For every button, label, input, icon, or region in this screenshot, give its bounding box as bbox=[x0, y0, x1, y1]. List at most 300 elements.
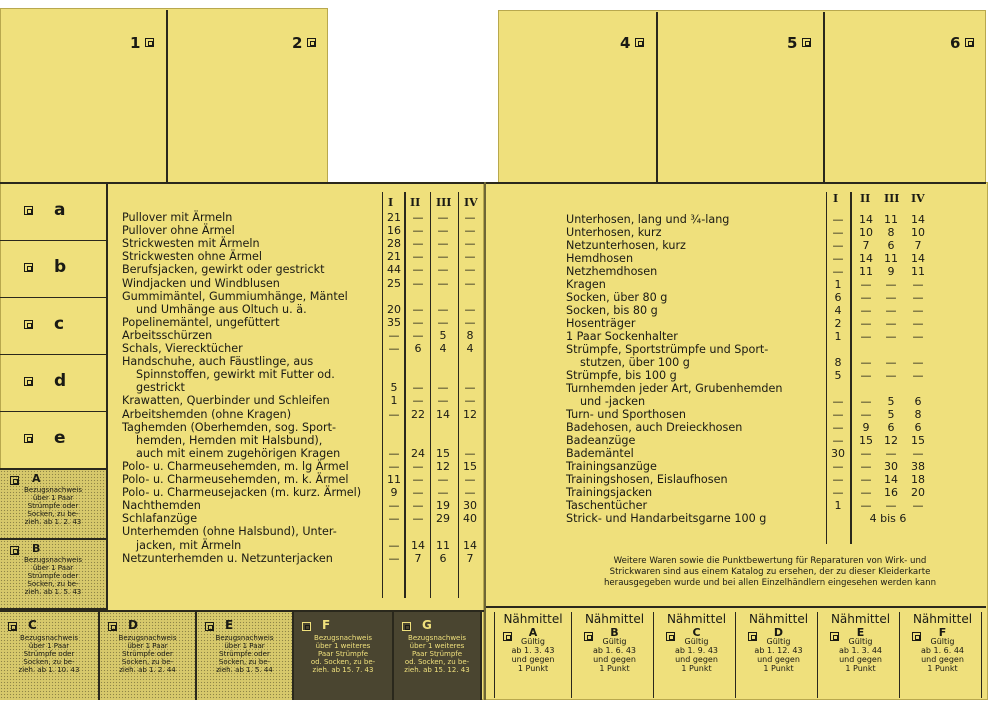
coupon-line: über 1 weiteres bbox=[315, 642, 371, 650]
points-value: — bbox=[912, 369, 924, 382]
points-value: 14 bbox=[911, 213, 925, 226]
coupon-letter: C bbox=[28, 618, 37, 632]
coupon-letter: E bbox=[856, 626, 865, 639]
points-value: — bbox=[832, 252, 844, 265]
coupon-line: zieh. ab 15. 7. 43 bbox=[312, 666, 374, 674]
points-value: 5 bbox=[887, 408, 895, 421]
points-value: — bbox=[832, 226, 844, 239]
table-row-label: Taschentücher bbox=[566, 499, 648, 512]
points-value: 22 bbox=[411, 407, 425, 421]
coupon-line: zieh. ab 1. 2. 43 bbox=[24, 518, 82, 526]
points-value: 11 bbox=[884, 213, 898, 226]
points-value: — bbox=[885, 369, 897, 382]
table-row-label: Netzunterhemden u. Netzunterjacken bbox=[122, 551, 333, 565]
coupon-title: Nähmittel bbox=[503, 612, 563, 626]
points-value: 8 bbox=[834, 356, 842, 369]
coupon-body bbox=[495, 628, 571, 673]
coupon-line: Socken, zu be- bbox=[27, 580, 79, 588]
points-value: — bbox=[464, 381, 476, 395]
coupon-text bbox=[296, 634, 390, 674]
coupon-line: Gültig bbox=[521, 637, 545, 646]
points-value: — bbox=[860, 499, 872, 512]
coupon-mark-icon bbox=[24, 377, 33, 386]
points-value: 24 bbox=[411, 446, 425, 460]
points-value: — bbox=[832, 486, 844, 499]
points-value: 30 bbox=[463, 499, 477, 513]
points-value: 14 bbox=[859, 213, 873, 226]
points-value: 19 bbox=[436, 499, 450, 513]
table-row-label: Strickwesten ohne Ärmel bbox=[122, 250, 263, 264]
coupon-mark-icon bbox=[24, 263, 33, 272]
points-value: 1 bbox=[834, 330, 842, 343]
points-value: — bbox=[437, 224, 449, 238]
points-value: — bbox=[412, 473, 424, 486]
points-value: 14 bbox=[859, 252, 873, 265]
coupon-line: zieh. ab 1. 10. 43 bbox=[18, 666, 80, 674]
table-row-label: Taghemden (Oberhemden, sog. Sport- bbox=[122, 420, 337, 434]
points-value: — bbox=[832, 239, 844, 252]
coupon-line: und gegen bbox=[593, 655, 636, 664]
points-value: 6 bbox=[439, 551, 447, 565]
points-value: — bbox=[464, 394, 476, 408]
table-row-label: und Umhänge aus Oltuch u. ä. bbox=[136, 302, 307, 316]
coupon-line: und gegen bbox=[921, 655, 964, 664]
points-value: — bbox=[885, 304, 897, 317]
points-value: — bbox=[885, 499, 897, 512]
coupon-line: Paar Strümpfe bbox=[411, 650, 463, 658]
card-top-right bbox=[498, 10, 986, 190]
coupon-text bbox=[102, 634, 193, 674]
points-value: 9 bbox=[887, 265, 895, 278]
table-row-label: gestrickt bbox=[136, 381, 185, 395]
points-value: — bbox=[885, 447, 897, 460]
row-letter-c: c bbox=[54, 314, 65, 334]
table-row-label: Badehosen, auch Dreieckhosen bbox=[566, 421, 743, 434]
points-value: — bbox=[832, 213, 844, 226]
points-value: — bbox=[464, 446, 476, 460]
coupon-mark-icon bbox=[24, 320, 33, 329]
coupon-mark-icon bbox=[8, 622, 17, 631]
points-value: 4 bbox=[466, 342, 474, 355]
points-value: — bbox=[860, 304, 872, 317]
points-value: — bbox=[437, 394, 449, 408]
table-row-label: Trainingshosen, Eislaufhosen bbox=[566, 473, 728, 486]
coupon-line: Socken, zu be- bbox=[218, 658, 271, 666]
naehmittel-coupon-A[interactable] bbox=[494, 612, 572, 698]
coupon-number-2: 2 bbox=[292, 34, 303, 52]
coupon-number-1: 1 bbox=[130, 34, 141, 52]
coupon-mark-icon bbox=[10, 546, 19, 555]
points-value: 5 bbox=[887, 395, 895, 408]
col-header-I: I bbox=[833, 192, 839, 205]
points-value: 30 bbox=[831, 447, 845, 460]
points-value: — bbox=[912, 278, 924, 291]
table-row-label: Gummimäntel, Gummiumhänge, Mäntel bbox=[122, 289, 348, 303]
table-row-label: Spinnstoffen, gewirkt mit Futter od. bbox=[136, 368, 335, 382]
coupon-line: Socken, zu be- bbox=[27, 510, 79, 518]
points-value: — bbox=[885, 291, 897, 304]
points-value: — bbox=[388, 499, 400, 513]
table-row-label: Polo- u. Charmeusejacken (m. kurz. Ärmel) bbox=[122, 486, 362, 500]
points-value: 10 bbox=[859, 226, 873, 239]
points-value: 2 bbox=[834, 317, 842, 330]
points-value: — bbox=[412, 499, 424, 513]
points-value: 6 bbox=[914, 421, 922, 434]
coupon-body bbox=[658, 628, 735, 673]
points-value: — bbox=[412, 302, 424, 316]
naehmittel-coupon-D[interactable] bbox=[740, 612, 818, 698]
table-row-label: Arbeitsschürzen bbox=[122, 328, 213, 342]
points-value: 6 bbox=[414, 342, 422, 355]
row-letter-e: e bbox=[54, 428, 66, 448]
coupon-number-4: 4 bbox=[620, 34, 631, 52]
points-value: — bbox=[412, 315, 424, 329]
coupon-line: ab 1. 9. 43 bbox=[674, 646, 719, 655]
points-value: 20 bbox=[387, 302, 401, 316]
coupon-line: Gültig bbox=[602, 637, 627, 646]
coupon-title: Nähmittel bbox=[912, 612, 973, 626]
points-value: 1 bbox=[390, 394, 398, 408]
points-value: — bbox=[832, 460, 844, 473]
points-value: 12 bbox=[463, 407, 477, 421]
points-value: — bbox=[885, 356, 897, 369]
points-value: — bbox=[388, 328, 400, 342]
coupon-mark-icon bbox=[145, 38, 154, 47]
points-value: — bbox=[437, 276, 449, 290]
points-value: 4 bbox=[834, 304, 842, 317]
coupon-letter: E bbox=[225, 618, 234, 632]
points-value: — bbox=[412, 328, 424, 342]
col-header-II: II bbox=[860, 192, 871, 205]
coupon-line: 1 Punkt bbox=[681, 664, 712, 673]
points-value: — bbox=[464, 302, 476, 316]
points-value: 10 bbox=[911, 226, 925, 239]
coupon-letter: B bbox=[610, 626, 619, 639]
coupon-title: Nähmittel bbox=[584, 612, 645, 626]
col-header-IV: IV bbox=[464, 196, 478, 209]
naehmittel-coupon-B[interactable] bbox=[576, 612, 654, 698]
table-row-label: Bademäntel bbox=[566, 447, 634, 460]
coupon-letter: A bbox=[528, 626, 538, 639]
table-row-label: Pullover ohne Ärmel bbox=[122, 224, 235, 238]
points-value: — bbox=[885, 317, 897, 330]
points-value: — bbox=[388, 459, 400, 473]
points-value: — bbox=[860, 486, 872, 499]
table-row-label: Hosenträger bbox=[566, 317, 636, 330]
coupon-line: über 1 Paar bbox=[224, 642, 265, 650]
naehmittel-coupon-F[interactable] bbox=[904, 612, 982, 698]
table-row-label: Popelinemäntel, ungefüttert bbox=[122, 315, 280, 329]
table-row-label: Strümpfe, bis 100 g bbox=[566, 369, 677, 382]
coupon-line: Strümpfe oder bbox=[27, 572, 79, 580]
coupon-line: ab 1. 6. 43 bbox=[592, 646, 637, 655]
table-row-label: auch mit einem zugehörigen Kragen bbox=[136, 446, 341, 460]
table-row-label: Pullover mit Ärmeln bbox=[122, 211, 233, 224]
coupon-line: 1 Punkt bbox=[927, 664, 958, 673]
table-row-label: Turn- und Sporthosen bbox=[566, 408, 686, 421]
coupon-line: 1 Punkt bbox=[599, 664, 630, 673]
coupon-line: 1 Punkt bbox=[845, 664, 876, 673]
points-value: 8 bbox=[466, 328, 474, 342]
points-value: — bbox=[912, 291, 924, 304]
naehmittel-coupon-E[interactable] bbox=[822, 612, 900, 698]
side-coupon-A[interactable] bbox=[0, 470, 106, 540]
points-value: 29 bbox=[436, 512, 450, 526]
points-value: 7 bbox=[466, 551, 474, 565]
points-value: — bbox=[860, 278, 872, 291]
side-coupon-B[interactable] bbox=[0, 540, 106, 610]
coupon-line: und gegen bbox=[511, 655, 555, 664]
col-header-IV: IV bbox=[911, 192, 925, 205]
coupon-text bbox=[4, 556, 102, 596]
coupon-line: Bezugsnachweis bbox=[118, 634, 177, 642]
bottom-coupon-D[interactable] bbox=[100, 612, 197, 700]
table-row-label: Netzunterhosen, kurz bbox=[566, 239, 686, 252]
points-value: — bbox=[912, 304, 924, 317]
coupon-line: Bezugsnachweis bbox=[215, 634, 274, 642]
coupon-line: und gegen bbox=[757, 655, 800, 664]
coupon-text bbox=[199, 634, 290, 674]
coupon-letter: D bbox=[128, 618, 138, 632]
coupon-line: zieh. ab 15. 12. 43 bbox=[404, 666, 470, 674]
coupon-mark-icon bbox=[402, 622, 411, 631]
points-value: — bbox=[912, 499, 924, 512]
table-row-label: Strümpfe, Sportstrümpfe und Sport- bbox=[566, 343, 769, 356]
table-row-label: Netzhemdhosen bbox=[566, 265, 658, 278]
points-value: — bbox=[464, 276, 476, 290]
points-value: — bbox=[412, 237, 424, 251]
points-value: — bbox=[912, 447, 924, 460]
coupon-line: ab 1. 3. 44 bbox=[838, 646, 883, 655]
table-row-label: Turnhemden jeder Art, Grubenhemden bbox=[566, 382, 783, 395]
table-row-label: jacken, mit Ärmeln bbox=[136, 538, 242, 552]
points-value: 28 bbox=[387, 237, 401, 251]
coupon-mark-icon bbox=[24, 434, 33, 443]
points-value: — bbox=[464, 224, 476, 238]
coupon-mark-icon bbox=[302, 622, 311, 631]
table-row-label: und -jacken bbox=[580, 395, 646, 408]
points-value: 16 bbox=[884, 486, 898, 499]
table-row-label: Kragen bbox=[566, 278, 606, 291]
coupon-line: Gültig bbox=[930, 637, 955, 646]
points-value: — bbox=[464, 315, 476, 329]
coupon-line: ab 1. 6. 44 bbox=[920, 646, 965, 655]
table-row-label: Polo- u. Charmeusehemden, m. k. Ärmel bbox=[122, 473, 349, 486]
coupon-body bbox=[740, 628, 817, 673]
points-value: — bbox=[832, 434, 844, 447]
points-value: — bbox=[860, 447, 872, 460]
table-row-label: Socken, über 80 g bbox=[566, 291, 668, 304]
note-line: herausgegeben wurde und bei allen Einzelhändlern eingesehen werden kann bbox=[603, 578, 937, 588]
points-value: 5 bbox=[439, 328, 447, 342]
coupon-letter: G bbox=[422, 618, 432, 632]
points-value: — bbox=[412, 512, 424, 526]
coupon-line: über 1 Paar bbox=[32, 564, 74, 572]
coupon-line: Gültig bbox=[848, 637, 873, 646]
coupon-number-5: 5 bbox=[787, 34, 798, 52]
points-value: 15 bbox=[463, 459, 477, 473]
coupon-line: Bezugsnachweis bbox=[20, 634, 78, 642]
card-top-left bbox=[0, 8, 328, 188]
points-value: — bbox=[412, 276, 424, 290]
bottom-coupon-C[interactable] bbox=[0, 612, 100, 700]
coupon-line: ab 1. 3. 43 bbox=[511, 646, 555, 655]
points-value: 14 bbox=[463, 538, 477, 552]
coupon-line: Strümpfe oder bbox=[122, 650, 173, 658]
coupon-text bbox=[2, 634, 96, 674]
coupon-letter: F bbox=[938, 626, 947, 639]
coupon-line: Bezugsnachweis bbox=[24, 486, 82, 494]
fold-line bbox=[484, 182, 486, 700]
note-line: Weitere Waren sowie die Punktbewertung für Reparaturen von Wirk- und bbox=[613, 556, 927, 566]
points-value: 5 bbox=[834, 369, 842, 382]
coupon-mark-icon bbox=[965, 38, 974, 47]
points-value: 6 bbox=[914, 395, 922, 408]
points-value: 15 bbox=[859, 434, 873, 447]
points-value: — bbox=[860, 460, 872, 473]
points-value: — bbox=[912, 330, 924, 343]
coupon-line: und gegen bbox=[839, 655, 882, 664]
table-row-label: hemden, Hemden mit Halsbund), bbox=[136, 433, 323, 447]
bottom-coupon-E[interactable] bbox=[197, 612, 294, 700]
table-row-label: Berufsjacken, gewirkt oder gestrickt bbox=[122, 263, 325, 277]
points-value: — bbox=[885, 330, 897, 343]
coupon-mark-icon bbox=[307, 38, 316, 47]
points-value: — bbox=[860, 395, 872, 408]
coupon-line: Socken, zu be- bbox=[23, 658, 75, 666]
points-value: 18 bbox=[911, 473, 925, 486]
points-value: 14 bbox=[884, 473, 898, 486]
points-value: — bbox=[412, 459, 424, 473]
table-row-label: Unterhosen, kurz bbox=[566, 226, 662, 239]
points-value: 38 bbox=[911, 460, 925, 473]
points-value: 5 bbox=[390, 381, 398, 395]
points-value: 9 bbox=[862, 421, 870, 434]
coupon-line: od. Socken, zu be- bbox=[310, 658, 376, 666]
bottom-coupon-G[interactable] bbox=[394, 612, 482, 700]
points-value: — bbox=[388, 407, 400, 421]
coupon-title: Nähmittel bbox=[830, 612, 891, 626]
catalog-note bbox=[560, 556, 980, 589]
points-value: — bbox=[912, 356, 924, 369]
points-value: — bbox=[860, 356, 872, 369]
coupon-mark-icon bbox=[108, 622, 117, 631]
points-value: 11 bbox=[387, 473, 401, 486]
coupon-letter: A bbox=[32, 472, 41, 485]
points-value: — bbox=[860, 317, 872, 330]
points-value: 21 bbox=[387, 250, 401, 264]
points-value: 20 bbox=[911, 486, 925, 499]
points-value: — bbox=[388, 551, 400, 565]
coupon-text bbox=[396, 634, 478, 674]
points-value: 14 bbox=[911, 252, 925, 265]
points-value: 9 bbox=[390, 486, 398, 500]
points-value: 14 bbox=[436, 407, 450, 421]
points-value: 30 bbox=[884, 460, 898, 473]
points-value: — bbox=[412, 394, 424, 408]
points-value: — bbox=[388, 512, 400, 526]
points-value: — bbox=[464, 486, 476, 500]
coupon-line: 1 Punkt bbox=[763, 664, 794, 673]
col-header-I: I bbox=[388, 196, 394, 209]
points-value: — bbox=[412, 263, 424, 277]
table-row-label: Arbeitshemden (ohne Kragen) bbox=[122, 407, 292, 421]
table-row-label: Trainingsanzüge bbox=[566, 460, 657, 473]
points-value: 1 bbox=[834, 499, 842, 512]
points-value: 7 bbox=[862, 239, 870, 252]
points-value: — bbox=[860, 473, 872, 486]
points-value: 14 bbox=[411, 538, 425, 552]
points-value: — bbox=[437, 381, 449, 395]
points-value: — bbox=[832, 421, 844, 434]
points-value: — bbox=[437, 211, 449, 224]
points-value: — bbox=[860, 408, 872, 421]
points-value: 6 bbox=[834, 291, 842, 304]
points-value: 44 bbox=[387, 263, 401, 277]
points-value: — bbox=[464, 263, 476, 277]
naehmittel-coupon-C[interactable] bbox=[658, 612, 736, 698]
coupon-line: Bezugsnachweis bbox=[408, 634, 466, 642]
coupon-mark-icon bbox=[635, 38, 644, 47]
coupon-line: über 1 Paar bbox=[28, 642, 70, 650]
bottom-coupon-F[interactable] bbox=[294, 612, 394, 700]
table-row-label: Strickwesten mit Ärmeln bbox=[122, 237, 260, 251]
coupon-letter: D bbox=[773, 626, 784, 639]
coupon-line: zieh. ab 1. 5. 43 bbox=[24, 588, 82, 596]
table-row-label: Handschuhe, auch Fäustlinge, aus bbox=[122, 355, 314, 369]
coupon-body bbox=[822, 628, 899, 673]
points-value: — bbox=[860, 291, 872, 304]
points-value: 21 bbox=[387, 211, 401, 224]
coupon-line: ab 1. 12. 43 bbox=[754, 646, 803, 655]
points-value: — bbox=[437, 315, 449, 329]
table-row-label: Schals, Vierecktücher bbox=[122, 342, 243, 355]
coupon-line: Gültig bbox=[766, 637, 791, 646]
points-value: 15 bbox=[436, 446, 450, 460]
coupon-line: Strümpfe oder bbox=[27, 502, 79, 510]
table-row-label: Unterhosen, lang und ¾-lang bbox=[566, 213, 730, 226]
coupon-letter: F bbox=[322, 618, 331, 632]
row-letter-a: a bbox=[54, 200, 66, 220]
coupon-letter: B bbox=[32, 542, 41, 555]
coupon-mark-icon bbox=[24, 206, 33, 215]
table-row-label: Hemdhosen bbox=[566, 252, 634, 265]
points-value: 1 bbox=[834, 278, 842, 291]
table-row-label: Windjacken und Windblusen bbox=[122, 276, 280, 290]
points-value: 11 bbox=[884, 252, 898, 265]
points-value: 4 bis 6 bbox=[869, 512, 907, 525]
points-value: 11 bbox=[859, 265, 873, 278]
coupon-line: Strümpfe oder bbox=[219, 650, 270, 658]
table-row-label: Nachthemden bbox=[122, 499, 201, 513]
points-value: 6 bbox=[887, 421, 895, 434]
table-row-label: Schlafanzüge bbox=[122, 512, 198, 526]
points-value: — bbox=[412, 211, 424, 224]
coupon-body bbox=[576, 628, 653, 673]
points-value: — bbox=[388, 342, 400, 355]
points-value: — bbox=[464, 211, 476, 224]
table-row-label: Socken, bis 80 g bbox=[566, 304, 658, 317]
points-value: — bbox=[388, 538, 400, 552]
points-value: — bbox=[437, 250, 449, 264]
coupon-title: Nähmittel bbox=[748, 612, 809, 626]
table-row-label: stutzen, über 100 g bbox=[580, 356, 690, 369]
coupon-line: Gültig bbox=[684, 637, 709, 646]
points-value: 11 bbox=[436, 538, 450, 552]
points-value: — bbox=[412, 381, 424, 395]
note-line: Strickwaren sind aus einem Katalog zu ersehen, der zu dieser Kleiderkarte bbox=[609, 567, 931, 577]
coupon-line: und gegen bbox=[675, 655, 718, 664]
